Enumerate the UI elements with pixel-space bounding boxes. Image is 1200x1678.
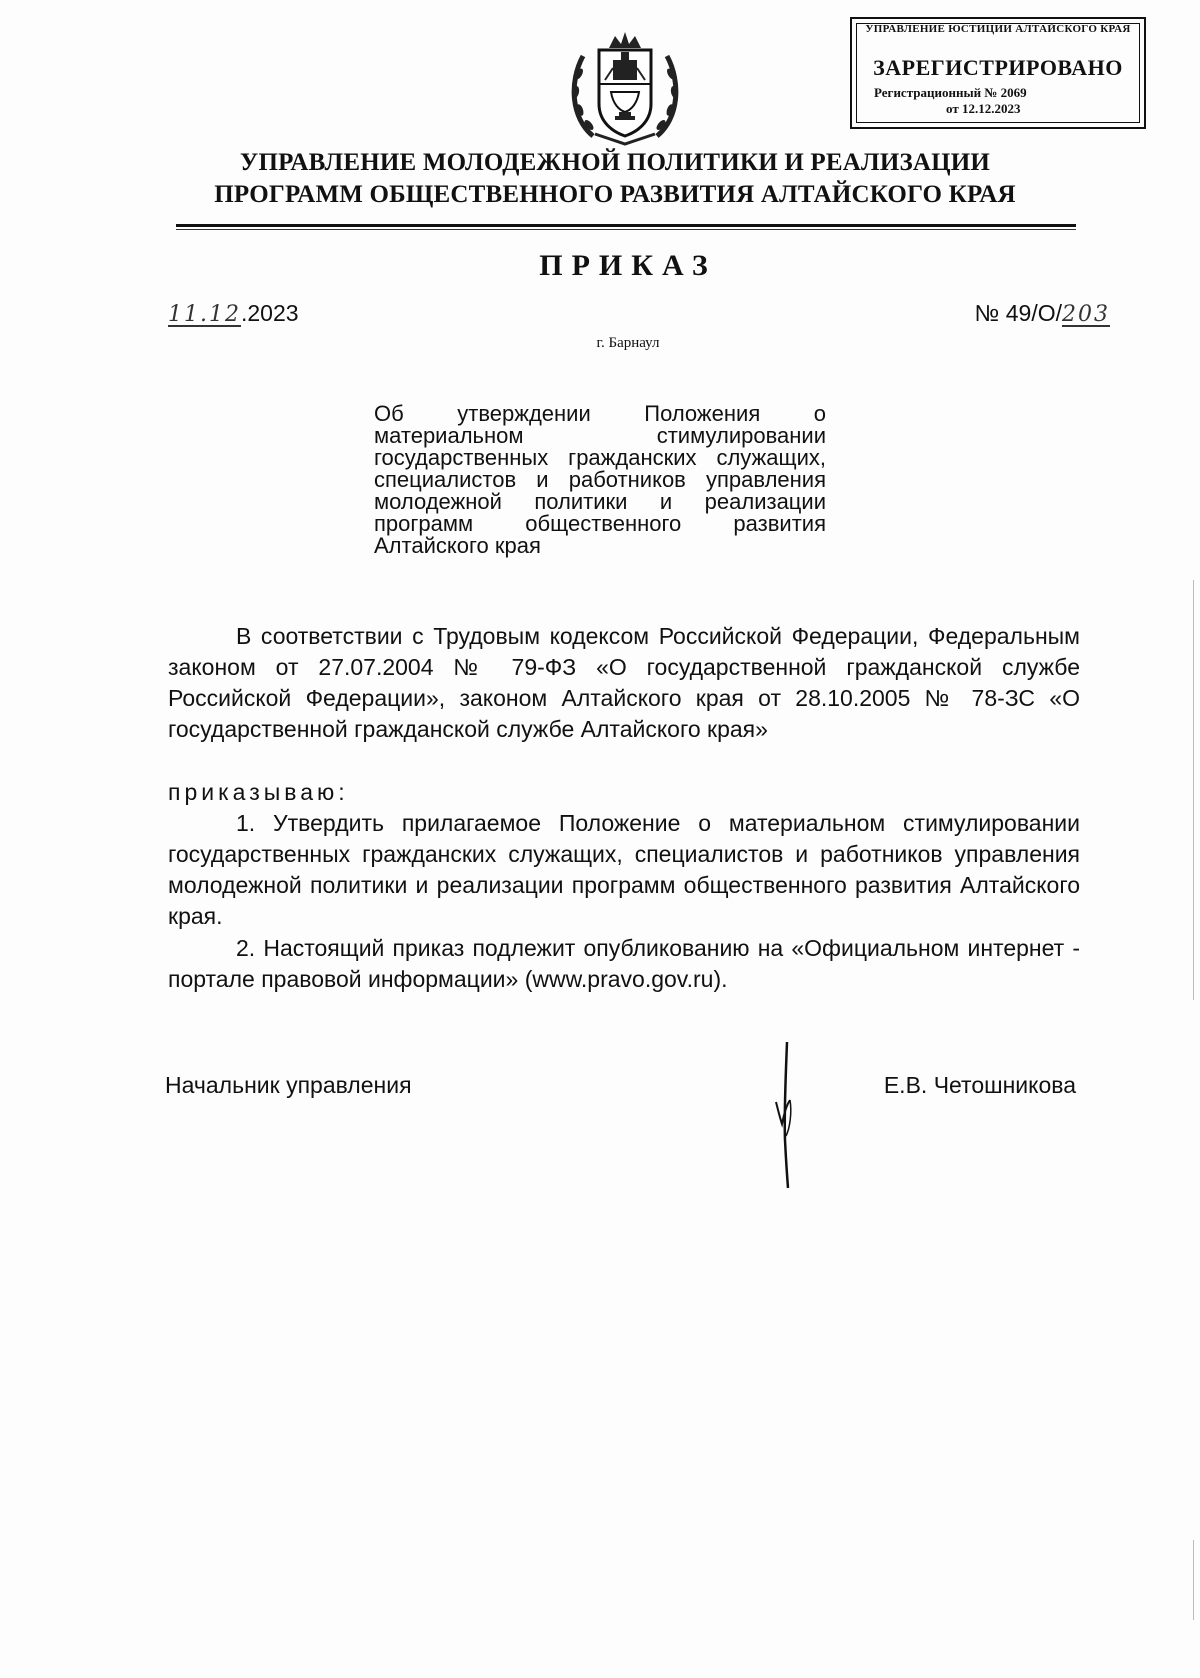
document-subject: Об утверждении Положения о материальном стимулировании государственных гражданских служащих, специалистов и работников управления молодежной политики и реализации программ общественного развития Алтайского края — [374, 401, 826, 558]
order-word: приказываю: — [168, 779, 349, 805]
document-number — [975, 300, 1110, 327]
header-divider — [176, 224, 1076, 227]
scan-edge-mark — [1193, 580, 1194, 1000]
document-number-prefix: № 49/О/ — [974, 300, 1062, 326]
document-year: .2023 — [240, 300, 299, 326]
scan-edge-mark — [1193, 1540, 1194, 1620]
handwritten-number: 203 — [1062, 302, 1110, 327]
order-item-1: 1. Утвердить прилагаемое Положение о материальном стимулировании государственных гражданских служащих, специалистов и работников управления молодежной политики и реализации программ общественного развития Алтайского края. — [168, 810, 1080, 929]
stamp-status: ЗАРЕГИСТРИРОВАНО — [873, 55, 1123, 80]
organization-name-line1: УПРАВЛЕНИЕ МОЛОДЕЖНОЙ ПОЛИТИКИ И РЕАЛИЗАЦИИ — [239, 149, 991, 176]
signatory-name: Е.В. Четошникова — [883, 1072, 1076, 1098]
stamp-registration-number: Регистрационный № 2069 — [874, 85, 1027, 100]
handwritten-signature-icon — [762, 1040, 812, 1190]
organization-name-line2: ПРОГРАММ ОБЩЕСТВЕННОГО РАЗВИТИЯ АЛТАЙСКОГО КРАЯ — [214, 181, 1016, 208]
stamp-organization: УПРАВЛЕНИЕ ЮСТИЦИИ АЛТАЙСКОГО КРАЯ — [865, 23, 1131, 35]
coat-of-arms-icon — [565, 26, 685, 150]
header-divider-thin — [176, 229, 1076, 230]
preamble-paragraph: В соответствии с Трудовым кодексом Российской Федерации, Федеральным законом от 27.07.2004 № 79-ФЗ «О государственной гражданской службе Российской Федерации», законом Алтайского края от 28.10.2005 № 78-ЗС «О государственной гражданской службе Алтайского края» — [168, 623, 1080, 742]
document-date — [168, 300, 299, 327]
document-city: г. Барнаул — [596, 335, 660, 351]
signatory-role: Начальник управления — [165, 1072, 412, 1098]
stamp-registration-date: от 12.12.2023 — [946, 101, 1021, 116]
registration-stamp — [850, 17, 1146, 129]
document-title: ПРИКАЗ — [539, 249, 717, 282]
handwritten-date: 11.12 — [168, 302, 241, 327]
order-item-2: 2. Настоящий приказ подлежит опубликованию на «Официальном интернет - портале правовой информации» (www.pravo.gov.ru). — [168, 935, 1080, 992]
